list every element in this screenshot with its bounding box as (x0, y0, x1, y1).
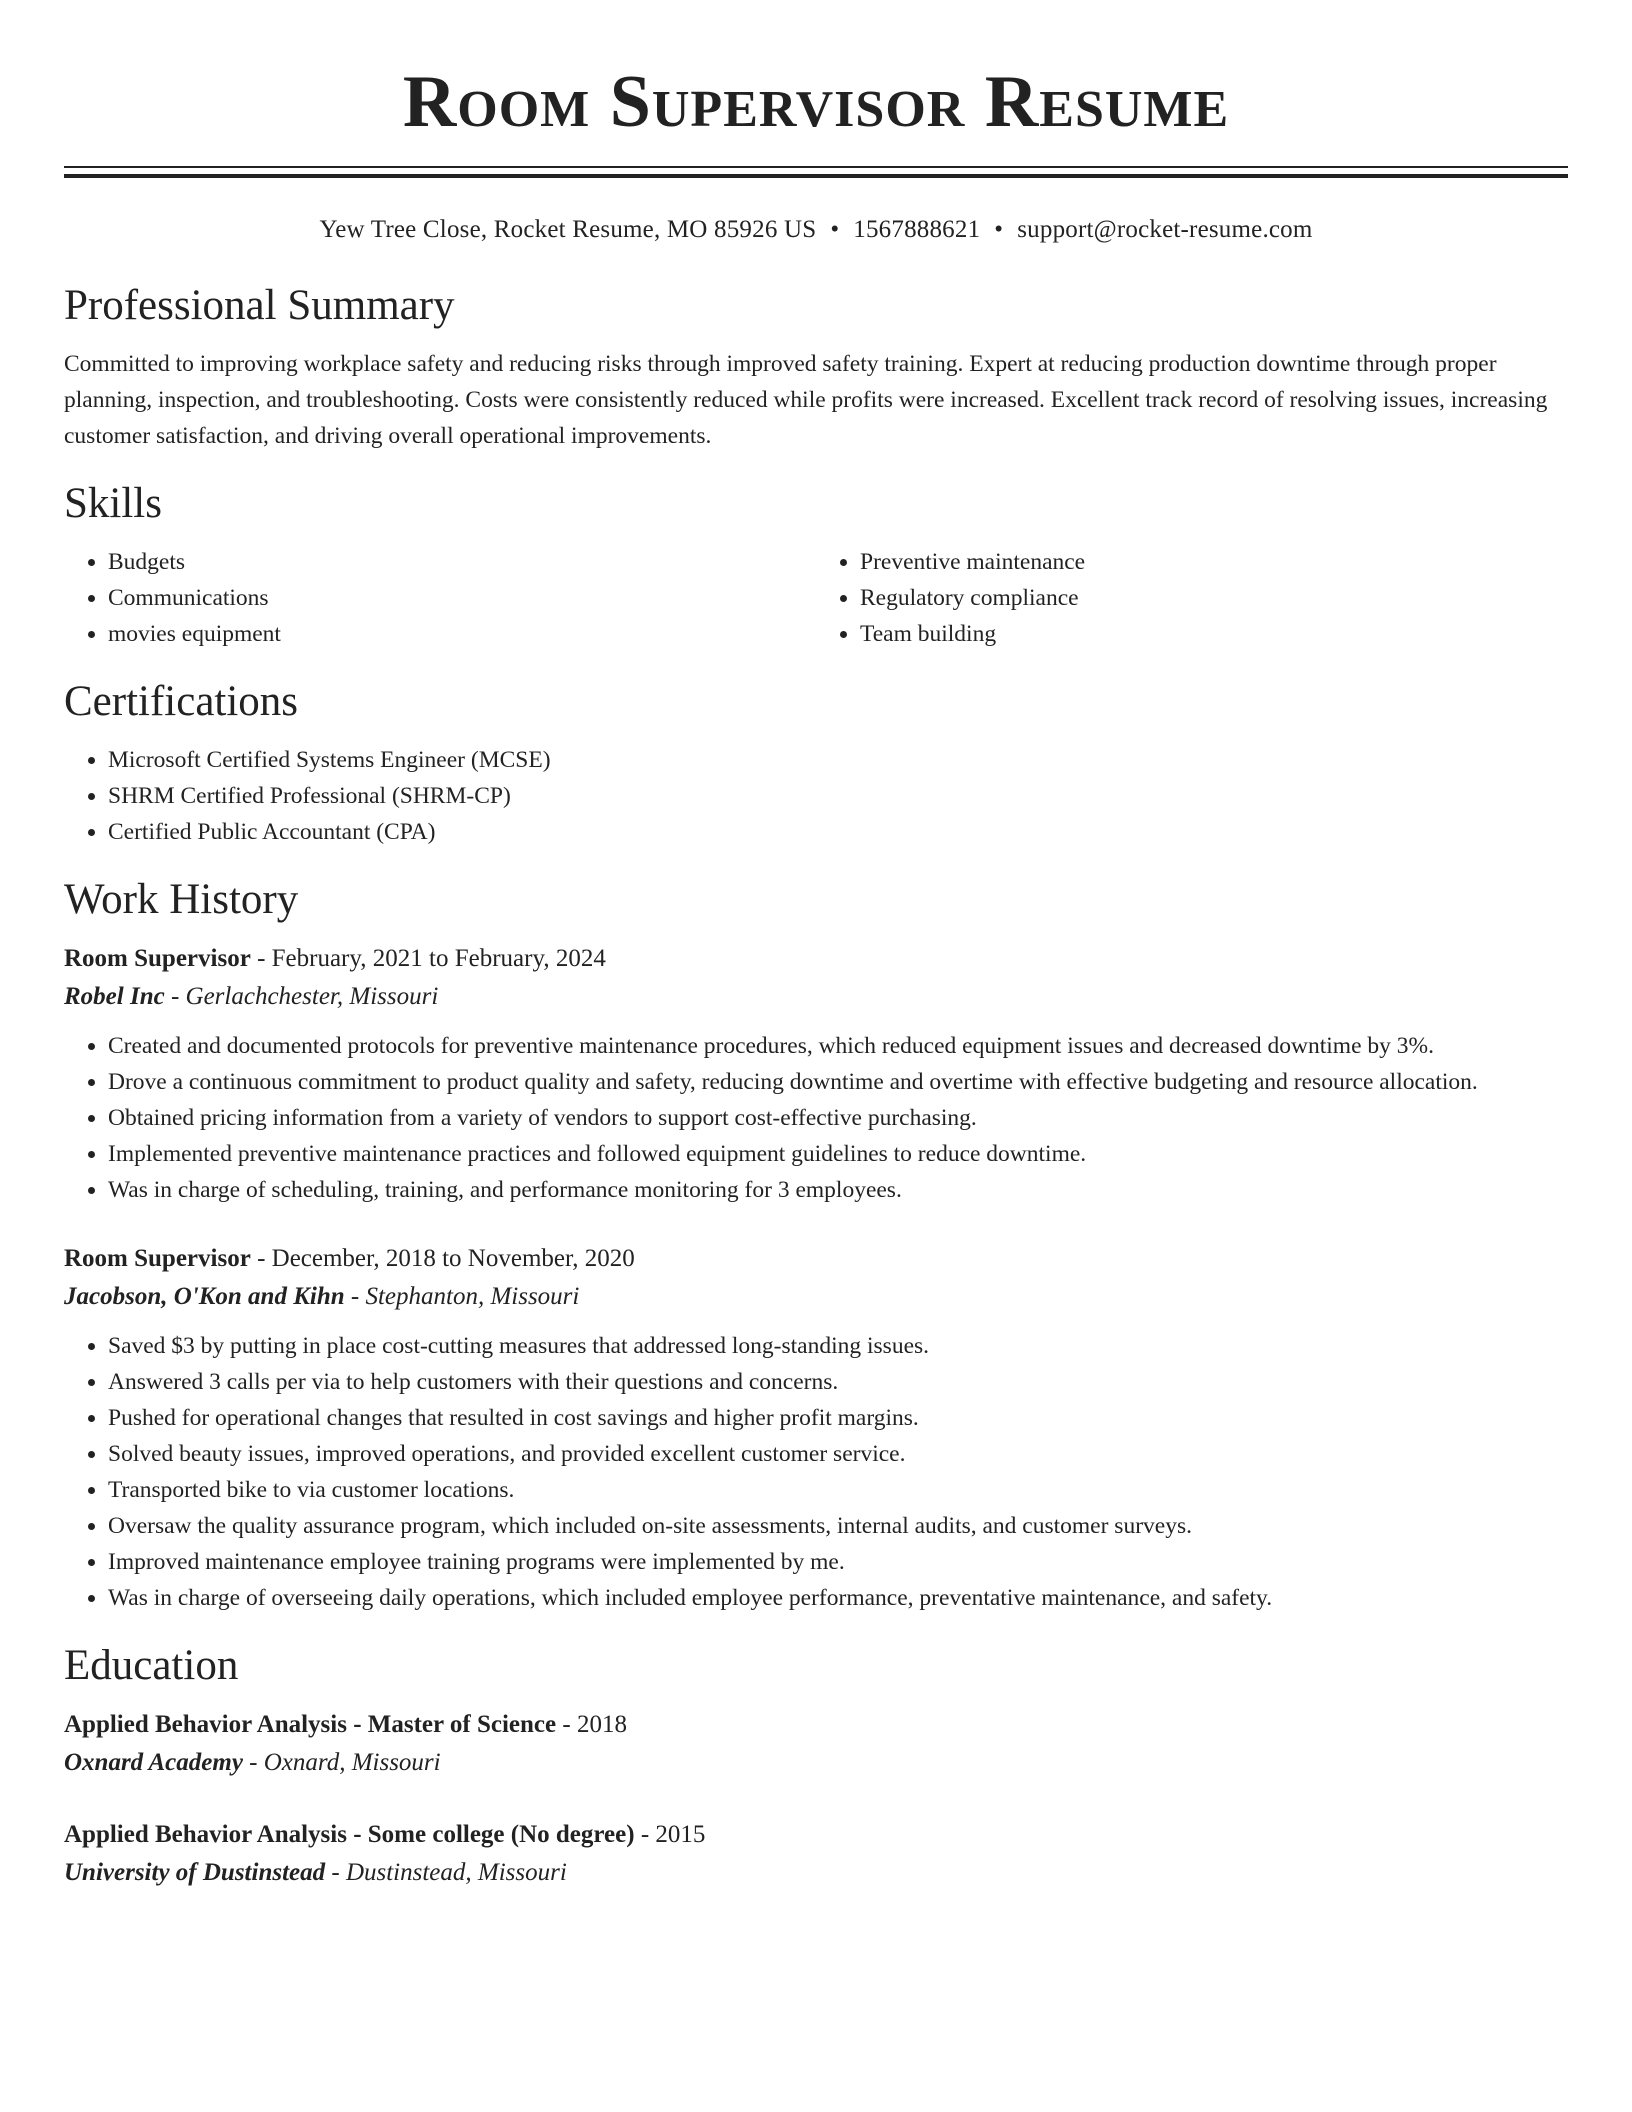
skills-heading: Skills (64, 480, 162, 527)
education-entry (64, 1706, 1568, 1782)
title-divider-thin (64, 166, 1568, 168)
job-title: Room Supervisor (64, 1245, 251, 1272)
education-location: Oxnard, Missouri (263, 1749, 441, 1776)
job-company-line: Jacobson, O'Kon and Kihn - Stephanton, Missouri (64, 1283, 580, 1310)
contact-phone: 1567888621 (853, 216, 981, 243)
job-bullet: • Pushed for operational changes that resulted in cost savings and higher profit margins. (108, 1400, 1568, 1436)
job-bullets (64, 1028, 1568, 1208)
job-header: Room Supervisor - December, 2018 to November, 2020 (64, 1245, 635, 1272)
job-bullet: • Solved beauty issues, improved operations, and provided excellent customer service. (108, 1436, 1568, 1472)
skill-item: • Communications (108, 580, 816, 616)
contact-separator: • (994, 216, 1004, 243)
skills-list (64, 544, 1568, 652)
education-year: 2018 (576, 1711, 627, 1738)
education-degree: Applied Behavior Analysis - Master of Science (64, 1711, 557, 1738)
job-company: Jacobson, O'Kon and Kihn (64, 1283, 345, 1310)
education-school-line: Oxnard Academy - Oxnard, Missouri (64, 1749, 441, 1776)
job-company: Robel Inc (64, 983, 165, 1010)
education-school-line: University of Dustinstead - Dustinstead, Missouri (64, 1859, 567, 1886)
contact-address: Yew Tree Close, Rocket Resume, MO 85926 US (319, 216, 817, 243)
contact-line (64, 214, 1568, 246)
job-header: Room Supervisor - February, 2021 to February, 2024 (64, 945, 606, 972)
work-history-heading: Work History (64, 876, 299, 923)
job-bullet: • Transported bike to via customer locations. (108, 1472, 1568, 1508)
job-bullets (64, 1328, 1568, 1616)
certifications-heading: Certifications (64, 678, 299, 725)
skill-item: • Preventive maintenance (860, 544, 1568, 580)
job-entry (64, 940, 1568, 1208)
skill-item: • Regulatory compliance (860, 580, 1568, 616)
job-bullet: • Implemented preventive maintenance practices and followed equipment guidelines to reduce downtime. (108, 1136, 1568, 1172)
job-bullet: • Saved $3 by putting in place cost-cutting measures that addressed long-standing issues. (108, 1328, 1568, 1364)
job-location: Gerlachchester, Missouri (185, 983, 439, 1010)
certifications-list (64, 742, 1568, 850)
job-dates: February, 2021 to February, 2024 (271, 945, 606, 972)
job-title: Room Supervisor (64, 945, 251, 972)
certification-item: • Certified Public Accountant (CPA) (108, 814, 1568, 850)
job-bullet: • Drove a continuous commitment to product quality and safety, reducing downtime and overtime with effective budgeting and resource allocation. (108, 1064, 1568, 1100)
summary-heading: Professional Summary (64, 282, 455, 329)
job-bullet: • Oversaw the quality assurance program, which included on-site assessments, internal audits, and customer surveys. (108, 1508, 1568, 1544)
job-company-line: Robel Inc - Gerlachchester, Missouri (64, 983, 439, 1010)
certification-item: • SHRM Certified Professional (SHRM-CP) (108, 778, 1568, 814)
skills-column-right (816, 544, 1568, 652)
job-bullet: • Improved maintenance employee training programs were implemented by me. (108, 1544, 1568, 1580)
summary-text: Committed to improving workplace safety and reducing risks through improved safety training. Expert at reducing production downtime through proper planning, inspection, and troubleshooting. Costs were consistently reduced while profits were increased. Excellent track record of resolving issues, increasing customer satisfaction, and driving overall operational improvements. (64, 351, 1548, 449)
education-degree: Applied Behavior Analysis - Some college (No degree) (64, 1821, 635, 1848)
job-bullet: • Was in charge of scheduling, training, and performance monitoring for 3 employees. (108, 1172, 1568, 1208)
education-heading: Education (64, 1642, 239, 1689)
education-entry (64, 1816, 1568, 1892)
skill-item: • Team building (860, 616, 1568, 652)
job-dates: December, 2018 to November, 2020 (271, 1245, 635, 1272)
skills-column-left (64, 544, 816, 652)
resume-title: Room Supervisor Resume (402, 61, 1230, 143)
title-divider-thick (64, 174, 1568, 178)
skill-item: • movies equipment (108, 616, 816, 652)
education-location: Dustinstead, Missouri (345, 1859, 567, 1886)
skill-item: • Budgets (108, 544, 816, 580)
job-bullet: • Answered 3 calls per via to help customers with their questions and concerns. (108, 1364, 1568, 1400)
education-school: Oxnard Academy (64, 1749, 243, 1776)
job-bullet: • Obtained pricing information from a variety of vendors to support cost-effective purchasing. (108, 1100, 1568, 1136)
job-entry (64, 1240, 1568, 1616)
contact-separator: • (830, 216, 840, 243)
education-header: Applied Behavior Analysis - Some college (No degree) - 2015 (64, 1821, 706, 1848)
education-school: University of Dustinstead (64, 1859, 326, 1886)
job-bullet: • Was in charge of overseeing daily operations, which included employee performance, preventative maintenance, and safety. (108, 1580, 1568, 1616)
job-bullet: • Created and documented protocols for preventive maintenance procedures, which reduced equipment issues and decreased downtime by 3%. (108, 1028, 1568, 1064)
certification-item: • Microsoft Certified Systems Engineer (MCSE) (108, 742, 1568, 778)
education-year: 2015 (655, 1821, 706, 1848)
education-header: Applied Behavior Analysis - Master of Science - 2018 (64, 1711, 627, 1738)
job-location: Stephanton, Missouri (365, 1283, 580, 1310)
contact-email: support@rocket-resume.com (1017, 216, 1313, 243)
